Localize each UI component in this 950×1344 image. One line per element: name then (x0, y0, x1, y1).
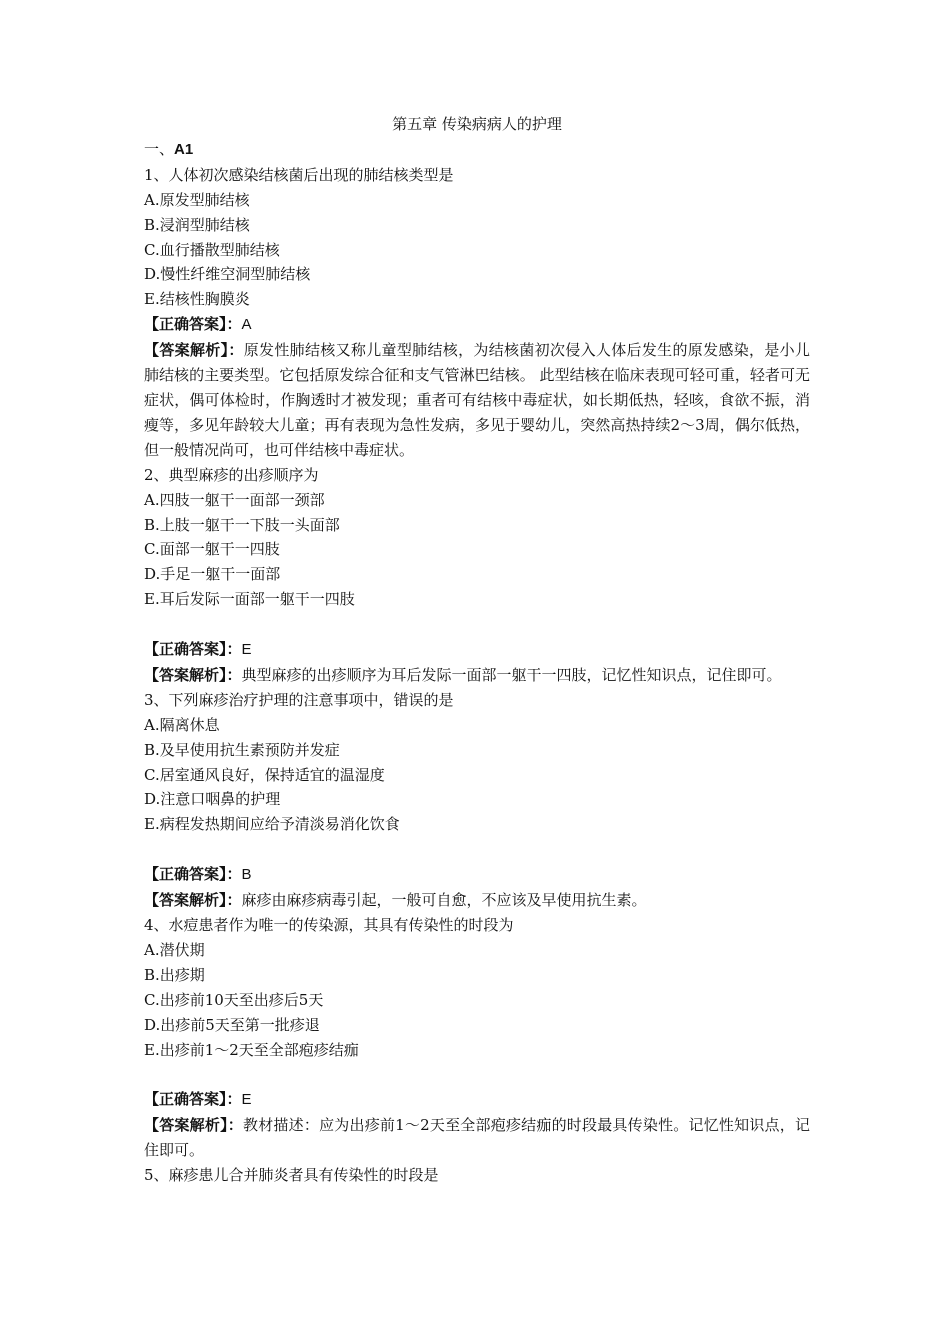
document-page (144, 112, 810, 1188)
answer-label: 【正确答案】： (144, 315, 242, 334)
answer-analysis (144, 338, 810, 463)
option-c: C.面部一躯干一四肢 (144, 540, 280, 559)
option-b: B.及早使用抗生素预防并发症 (144, 740, 340, 759)
option-e: E.病程发热期间应给予清淡易消化饮食 (144, 815, 400, 834)
analysis-label: 【答案解析】： (144, 665, 242, 684)
answer-label: 【正确答案】： (144, 1090, 242, 1109)
answer-value: A (241, 316, 252, 334)
section-heading (144, 137, 810, 163)
option-b: B.上肢一躯干一下肢一头面部 (144, 515, 340, 534)
question-block (144, 463, 810, 688)
analysis-label: 【答案解析】： (144, 341, 244, 360)
blank-line (144, 837, 810, 862)
correct-answer (144, 862, 810, 888)
blank-line (144, 612, 810, 637)
analysis-text: 原发性肺结核又称儿童型肺结核，为结核菌初次侵入人体后发生的原发感染，是小儿肺结核的主要类型。它包括原发综合征和支气管淋巴结核。 此型结核在临床表现可轻可重，轻者可无症状，偶可体检时，作胸透时才被发现；重者可有结核中毒症状，如长期低热，轻咳，食欲不振，消瘦等，多见年龄较大儿童；再有表现为急性发病，多见于婴幼儿，突然高热持续2～3周，偶尔低热，但一般情况尚可，也可伴结核中毒症状。 (144, 341, 810, 459)
correct-answer (144, 637, 810, 663)
section-label: A1 (174, 140, 194, 158)
option-d: D.慢性纤维空洞型肺结核 (144, 265, 311, 284)
question-block (144, 688, 810, 913)
option-c: C.居室通风良好，保持适宜的温湿度 (144, 765, 385, 784)
option-a: A.原发型肺结核 (144, 190, 250, 209)
answer-value: E (241, 1091, 252, 1109)
analysis-label: 【答案解析】： (144, 1116, 243, 1135)
answer-analysis (144, 888, 810, 913)
answer-label: 【正确答案】： (144, 640, 242, 659)
option-c: C.出疹前10天至出疹后5天 (144, 990, 324, 1009)
answer-analysis (144, 1113, 810, 1163)
analysis-text: 教材描述：应为出疹前1～2天至全部疱疹结痂的时段最具传染性。记忆性知识点，记住即可。 (144, 1116, 810, 1160)
correct-answer (144, 312, 810, 338)
question-block (144, 1163, 810, 1188)
blank-line (144, 1062, 810, 1087)
option-a: A.潜伏期 (144, 940, 205, 959)
question-block (144, 913, 810, 1163)
analysis-label: 【答案解析】： (144, 891, 242, 910)
analysis-text: 麻疹由麻疹病毒引起，一般可自愈，不应该及早使用抗生素。 (241, 891, 647, 910)
question-stem: 3、下列麻疹治疗护理的注意事项中，错误的是 (144, 690, 454, 709)
option-d: D.手足一躯干一面部 (144, 565, 281, 584)
question-stem: 1、人体初次感染结核菌后出现的肺结核类型是 (144, 165, 454, 184)
option-c: C.血行播散型肺结核 (144, 240, 280, 259)
option-e: E.结核性胸膜炎 (144, 290, 250, 309)
option-e: E.出疹前1～2天至全部疱疹结痂 (144, 1040, 359, 1059)
chapter-title: 第五章 传染病病人的护理 (392, 115, 562, 133)
answer-label: 【正确答案】： (144, 865, 242, 884)
analysis-text: 典型麻疹的出疹顺序为耳后发际一面部一躯干一四肢，记忆性知识点，记住即可。 (241, 665, 782, 684)
option-d: D.出疹前5天至第一批疹退 (144, 1015, 320, 1034)
option-a: A.隔离休息 (144, 715, 220, 734)
question-block (144, 163, 810, 463)
question-stem: 2、典型麻疹的出疹顺序为 (144, 465, 319, 484)
correct-answer (144, 1087, 810, 1113)
option-b: B.浸润型肺结核 (144, 215, 250, 234)
option-a: A.四肢一躯干一面部一颈部 (144, 490, 325, 509)
answer-analysis (144, 663, 810, 688)
section-prefix: 一、 (144, 139, 175, 158)
question-stem: 5、麻疹患儿合并肺炎者具有传染性的时段是 (144, 1166, 439, 1185)
option-d: D.注意口咽鼻的护理 (144, 790, 281, 809)
answer-value: E (241, 641, 252, 659)
answer-value: B (241, 866, 252, 884)
option-b: B.出疹期 (144, 965, 205, 984)
question-stem: 4、水痘患者作为唯一的传染源，其具有传染性的时段为 (144, 915, 514, 934)
option-e: E.耳后发际一面部一躯干一四肢 (144, 590, 355, 609)
